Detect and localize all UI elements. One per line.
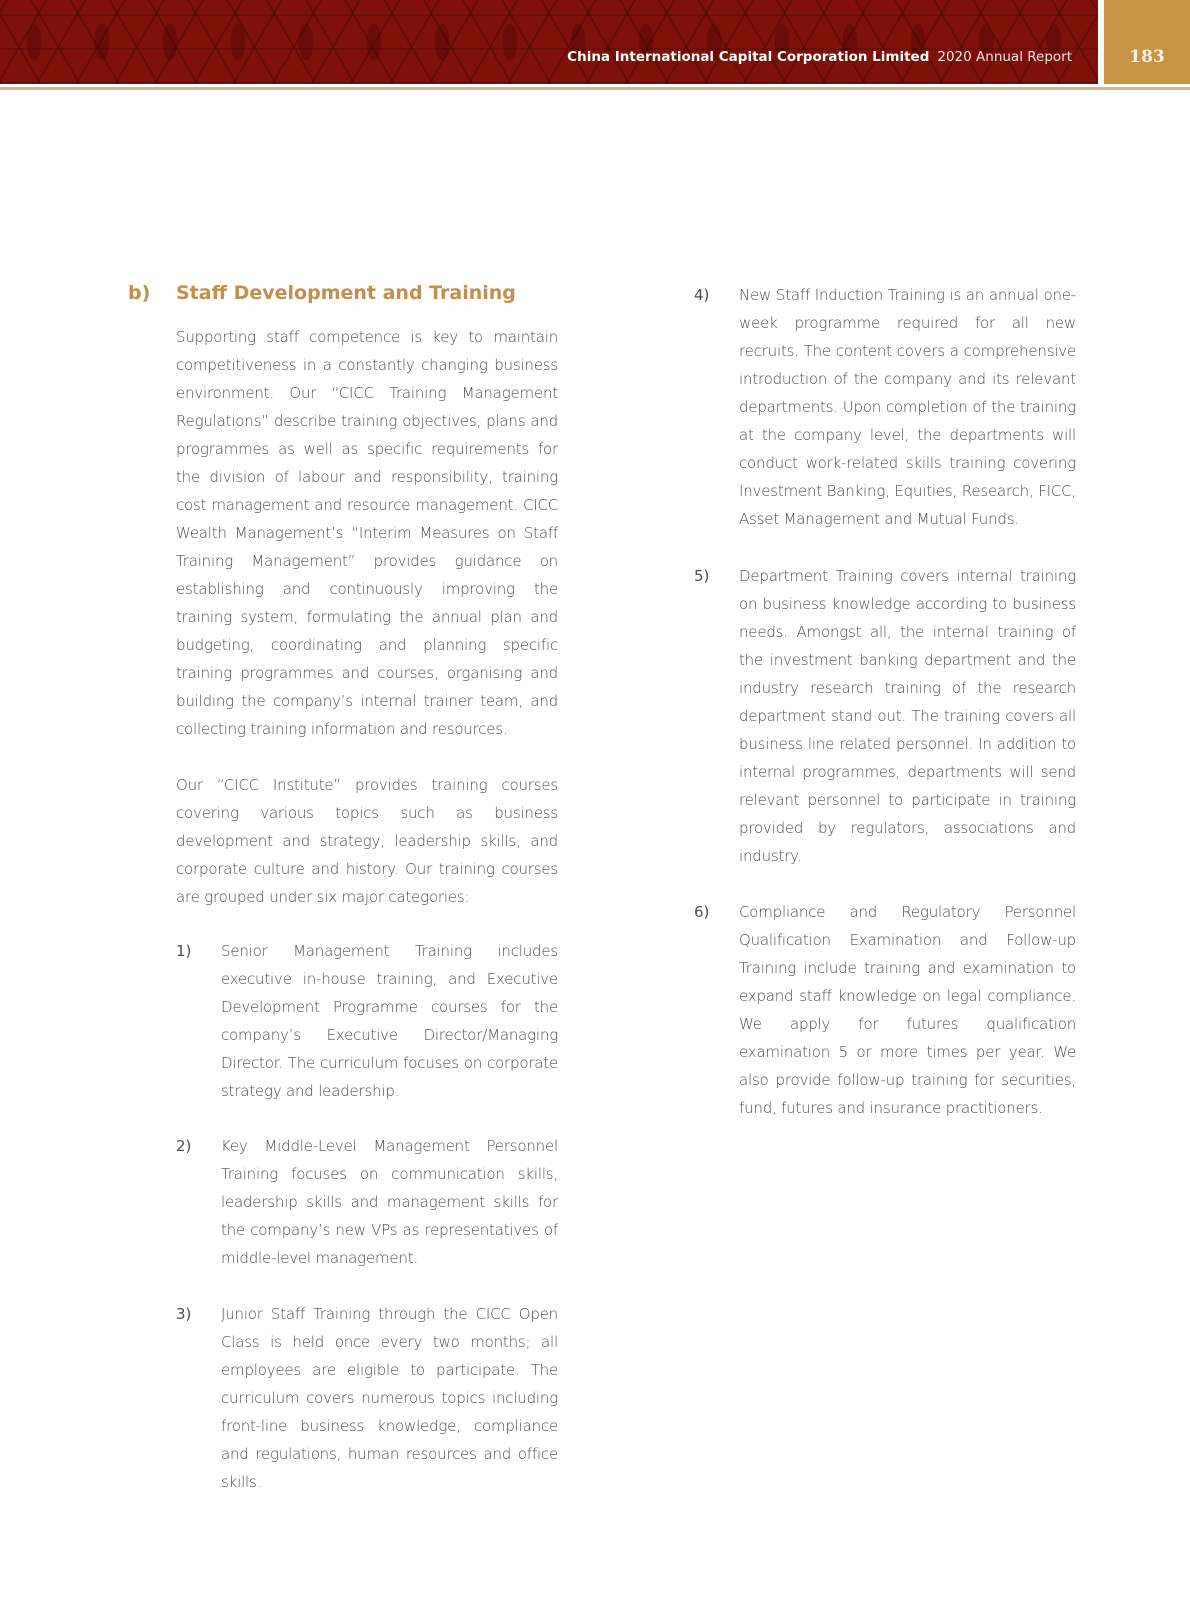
intro-paragraph: Supporting staff competence is key to maintain competitiveness in a constantly changing business environment. Our “CICC Training Management Regulations” describe training objectives, plans and programmes as well as specific requirements for the division of labour and responsibility, training cost management and resource management. CICC Wealth Management’s “Interim Measures on Staff Training Management” provides guidance on establishing and continuously improving the training system, formulating the annual plan and budgeting, coordinating and planning specific training programmes and courses, organising and building the company’s internal trainer team, and collecting training information and resources.: [176, 328, 558, 738]
section-title: Staff Development and Training: [176, 282, 516, 304]
report-name: 2020 Annual Report: [937, 49, 1072, 65]
list-number: 2): [176, 1137, 192, 1155]
page-number: 183: [1129, 47, 1165, 67]
institute-paragraph: Our “CICC Institute” provides training courses covering various topics such as business development and strategy, leadership skills, and corporate culture and history. Our training courses are grouped under six major categories:: [176, 776, 558, 906]
list-item-text: Compliance and Regulatory Personnel Qualification Examination and Follow-up Training include training and examination to expand staff knowledge on legal compliance. We apply for futures qualification examination 5 or more times per year. We also provide follow-up training for securities, fund, futures and insurance practitioners.: [739, 903, 1076, 1117]
list-item-text: Junior Staff Training through the CICC Open Class is held once every two months; all employees are eligible to participate. The curriculum covers numerous topics including front-line business knowledge, compliance and regulations, human resources and office skills.: [221, 1305, 558, 1491]
list-number: 1): [176, 942, 192, 960]
list-item-text: Department Training covers internal training on business knowledge according to business needs. Amongst all, the internal training of the investment banking department and the industry research training of the research department stand out. The training covers all business line related personnel. In addition to internal programmes, departments will send relevant personnel to participate in training provided by regulators, associations and industry.: [739, 567, 1076, 865]
list-item-text: Senior Management Training includes executive in-house training, and Executive Development Programme courses for the company’s Executive Director/Managing Director. The curriculum focuses on corporate strategy and leadership.: [221, 942, 558, 1100]
section-label: b): [128, 282, 151, 304]
list-number: 4): [694, 286, 710, 304]
report-title: [567, 49, 1072, 65]
page-number-box: [1104, 0, 1190, 84]
list-number: 3): [176, 1305, 192, 1323]
list-item-text: New Staff Induction Training is an annual one-week programme required for all new recruits. The content covers a comprehensive introduction of the company and its relevant departments. Upon completion of the training at the company level, the departments will conduct work-related skills training covering Investment Banking, Equities, Research, FICC, Asset Management and Mutual Funds.: [739, 286, 1076, 528]
list-number: 6): [694, 903, 710, 921]
list-number: 5): [694, 567, 710, 585]
header-rule: [0, 87, 1190, 90]
company-name: China International Capital Corporation Limited: [567, 49, 930, 65]
header-banner: [0, 0, 1098, 84]
list-item-text: Key Middle-Level Management Personnel Training focuses on communication skills, leadership skills and management skills for the company’s new VPs as representatives of middle-level management.: [221, 1137, 558, 1267]
